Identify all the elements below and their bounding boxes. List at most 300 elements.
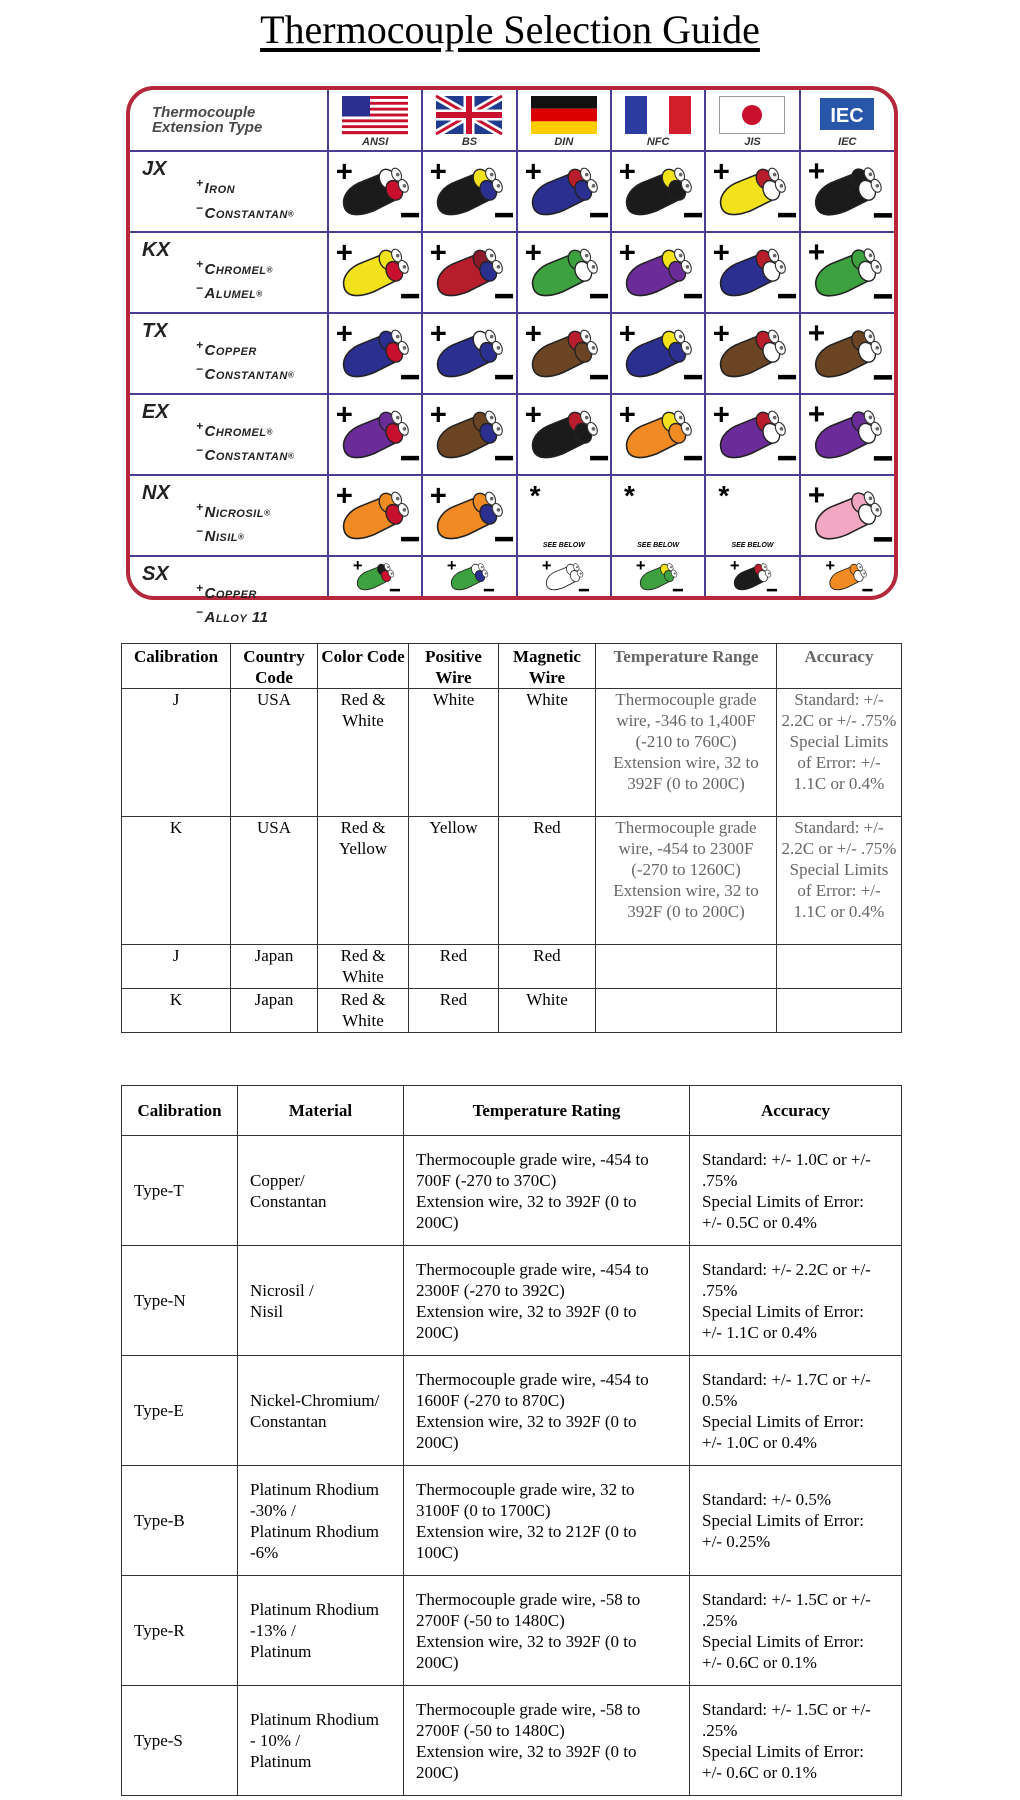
t1-accuracy-cell: [777, 945, 902, 989]
svg-text:+: +: [713, 399, 731, 432]
registered-mark: ®: [287, 451, 295, 461]
asterisk-icon: *: [529, 479, 541, 511]
positive-wire-name: +Copper: [196, 337, 257, 359]
cable-icon: [706, 557, 798, 596]
wire-color-cell: [517, 232, 611, 313]
cell-line: Platinum Rhodium: [250, 1600, 379, 1619]
extension-type-code: NX: [142, 481, 170, 504]
svg-text:+: +: [430, 318, 448, 351]
wire-names: [196, 336, 294, 385]
wire-names: [196, 174, 294, 223]
negative-wire-label: Constantan: [204, 204, 288, 222]
svg-text:+: +: [730, 555, 740, 575]
t2-accuracy-cell: [690, 1356, 902, 1466]
extension-type-cell: [130, 394, 328, 475]
t1-country-cell: Japan: [231, 945, 318, 989]
chart-header-row: [130, 90, 894, 151]
cell-line: +/- 1.0C or 0.4%: [702, 1432, 817, 1452]
wire-color-cell: [705, 232, 799, 313]
cable-icon: [706, 233, 798, 312]
t2-calibration-cell: Type-B: [122, 1466, 238, 1576]
registered-mark: ®: [266, 427, 273, 437]
standard-header-iec: [800, 90, 894, 151]
chart-row-tx: [130, 313, 894, 394]
cell-line: Nicrosil /: [250, 1280, 314, 1300]
cell-line: +/- 0.6C or 0.1%: [702, 1762, 817, 1782]
cell-line: Standard: +/- 2.2C or +/-: [702, 1259, 871, 1279]
t1-country-cell: USA: [231, 689, 318, 817]
svg-text:+: +: [335, 479, 353, 512]
t1-magnetic-cell: Red: [499, 817, 596, 945]
t2-rating-cell: [404, 1356, 690, 1466]
t1-temp-cell: [596, 989, 777, 1033]
wire-color-cell: [705, 556, 799, 596]
svg-text:+: +: [430, 399, 448, 432]
standard-header-din: [517, 90, 611, 151]
t2-material-cell: [238, 1136, 404, 1246]
extension-type-code: SX: [142, 562, 169, 585]
page-title: Thermocouple Selection Guide: [260, 7, 760, 52]
svg-text:+: +: [335, 399, 353, 432]
cell-line: Platinum Rhodium: [250, 1710, 379, 1729]
table-row: [122, 945, 902, 989]
t1-calibration-cell: J: [122, 689, 231, 817]
cable-icon: [329, 395, 421, 474]
wire-color-cell: [328, 556, 422, 596]
cell-line: Thermocouple grade wire, 32 to: [416, 1479, 635, 1499]
cell-line: 200C): [416, 1212, 459, 1232]
cell-line: 0.5%: [702, 1390, 738, 1410]
svg-text:+: +: [524, 318, 542, 351]
cable-icon: [706, 314, 798, 393]
extension-type-cell: [130, 232, 328, 313]
positive-wire-label: Copper: [204, 584, 257, 602]
cable-icon: [801, 557, 894, 596]
positive-wire-name: +Chromel®: [196, 418, 273, 440]
registered-mark: ®: [238, 532, 245, 542]
t2-calibration-cell: Type-T: [122, 1136, 238, 1246]
wire-color-cell: [800, 232, 894, 313]
svg-text:+: +: [524, 399, 542, 432]
chart-row-kx: [130, 232, 894, 313]
extension-type-code: JX: [142, 158, 167, 180]
cell-line: 100C): [416, 1542, 459, 1562]
svg-text:+: +: [430, 156, 448, 189]
svg-text:+: +: [807, 155, 825, 189]
wire-color-cell: [422, 475, 516, 556]
t1-color-cell: Red & White: [318, 989, 409, 1033]
svg-text:+: +: [807, 317, 825, 351]
negative-wire-name: −Alumel®: [196, 281, 263, 303]
see-below-note: SEE BELOW: [542, 541, 585, 549]
registered-mark: ®: [263, 508, 271, 518]
chart-row-ex: [130, 394, 894, 475]
wire-color-cell: [705, 313, 799, 394]
svg-text:+: +: [524, 156, 542, 189]
cable-icon: [801, 152, 894, 231]
negative-wire-label: Nisil: [204, 528, 239, 546]
wire-color-cell: [422, 394, 516, 475]
wire-color-cell: [422, 313, 516, 394]
wire-color-cell: [422, 232, 516, 313]
svg-text:+: +: [713, 156, 731, 189]
t1-positive-cell: Yellow: [409, 817, 499, 945]
t2-calibration-cell: Type-N: [122, 1246, 238, 1356]
svg-text:+: +: [541, 555, 552, 575]
asterisk-icon: *: [623, 479, 635, 511]
wire-color-cell: [705, 394, 799, 475]
cell-line: +/- 0.25%: [702, 1532, 771, 1551]
cell-line: 700F (-270 to 370C): [416, 1170, 557, 1190]
negative-wire-label: Alumel: [204, 285, 257, 303]
wire-color-cell: [611, 151, 705, 232]
cell-line: Special Limits of Error:: [702, 1631, 864, 1651]
cell-line: 2700F (-50 to 1480C): [416, 1720, 565, 1740]
wire-color-cell: [517, 556, 611, 596]
standard-code: BS: [461, 136, 478, 148]
extension-type-code: TX: [142, 319, 168, 342]
t1-positive-cell: Red: [409, 989, 499, 1033]
cable-icon: [423, 233, 515, 312]
wire-color-cell: [800, 556, 894, 596]
cell-line: Standard: +/- 1.0C or +/-: [702, 1149, 871, 1169]
cell-line: Nickel-Chromium/: [250, 1390, 380, 1410]
standard-code: IEC: [838, 136, 857, 148]
cable-icon: [329, 557, 421, 596]
header-label-line1: Thermocouple: [152, 104, 256, 121]
wire-color-cell: [422, 151, 516, 232]
positive-wire-label: Nicrosil: [204, 503, 264, 521]
t1-header-cell: Color Code: [318, 644, 409, 689]
standard-code: DIN: [554, 136, 574, 148]
svg-text:+: +: [825, 555, 835, 575]
table-row: [122, 1246, 902, 1356]
chart-row-sx: [130, 556, 894, 596]
t1-temp-cell: Thermocouple grade wire, -454 to 2300F (-270 to 1260C) Extension wire, 32 to 392F (0 to 200C): [596, 817, 777, 945]
cell-line: Extension wire, 32 to 392F (0 to: [416, 1191, 637, 1211]
wire-color-cell: [517, 475, 611, 556]
svg-text:+: +: [524, 237, 542, 270]
t1-calibration-cell: K: [122, 989, 231, 1033]
extension-type-code: EX: [142, 400, 169, 423]
svg-text:+: +: [335, 156, 353, 189]
cell-line: Constantan: [250, 1411, 327, 1431]
t2-accuracy-cell: [690, 1686, 902, 1796]
positive-wire-name: +Nicrosil®: [196, 499, 271, 521]
standard-code: JIS: [744, 136, 761, 148]
t2-accuracy-cell: [690, 1466, 902, 1576]
registered-mark: ®: [287, 209, 295, 219]
svg-text:+: +: [807, 397, 825, 431]
cell-line: .75%: [702, 1280, 738, 1300]
us-flag-icon: [342, 96, 408, 134]
uk-flag-icon: [436, 96, 502, 134]
t2-rating-cell: [404, 1466, 690, 1576]
cell-line: Extension wire, 32 to 392F (0 to: [416, 1301, 637, 1321]
t2-rating-cell: [404, 1576, 690, 1686]
cell-line: Extension wire, 32 to 392F (0 to: [416, 1741, 637, 1761]
t2-calibration-cell: Type-R: [122, 1576, 238, 1686]
wire-color-cell: [800, 313, 894, 394]
table-row: [122, 1356, 902, 1466]
t2-header-cell: Calibration: [122, 1086, 238, 1136]
wire-color-cell: [800, 475, 894, 556]
t2-material-cell: [238, 1356, 404, 1466]
cable-icon: [518, 314, 610, 393]
svg-text:+: +: [807, 478, 825, 512]
cell-line: .75%: [702, 1170, 738, 1190]
cable-icon: [423, 314, 515, 393]
extension-type-cell: [130, 475, 328, 556]
cell-line: Extension wire, 32 to 392F (0 to: [416, 1411, 637, 1431]
t1-magnetic-cell: White: [499, 989, 596, 1033]
calibration-material-table: [121, 1085, 902, 1796]
cable-icon: [423, 557, 515, 596]
svg-text:+: +: [618, 237, 636, 270]
positive-wire-label: Chromel: [204, 422, 267, 440]
extension-type-label: [130, 105, 327, 135]
cable-icon: [329, 314, 421, 393]
cell-line: .25%: [702, 1720, 738, 1740]
t2-header-cell: Temperature Rating: [404, 1086, 690, 1136]
cell-line: -13% /: [250, 1621, 296, 1640]
positive-wire-name: +Iron: [196, 176, 236, 197]
wire-color-cell: [517, 313, 611, 394]
svg-text:+: +: [430, 479, 448, 512]
cable-icon: [329, 476, 421, 555]
cable-icon: [801, 395, 894, 474]
cell-line: - 10% /: [250, 1731, 301, 1750]
t1-header-cell: Temperature Range: [596, 644, 777, 689]
cable-icon: [612, 152, 704, 231]
cable-icon: [329, 233, 421, 312]
cell-line: +/- 0.5C or 0.4%: [702, 1212, 817, 1232]
extension-type-header: [130, 90, 328, 151]
cell-line: .25%: [702, 1610, 738, 1630]
cell-line: 200C): [416, 1652, 459, 1672]
cell-line: Special Limits of Error:: [702, 1191, 864, 1211]
cell-line: Thermocouple grade wire, -454 to: [416, 1259, 649, 1279]
t2-rating-cell: [404, 1686, 690, 1796]
t1-accuracy-cell: Standard: +/- 2.2C or +/- .75% Special Limits of Error: +/- 1.1C or 0.4%: [777, 689, 902, 817]
wire-color-cell: [611, 394, 705, 475]
svg-text:+: +: [430, 237, 448, 270]
t2-calibration-cell: Type-S: [122, 1686, 238, 1796]
cell-line: Platinum Rhodium: [250, 1521, 379, 1541]
table-row: [122, 817, 902, 945]
header-label-line2: Extension Type: [152, 119, 263, 136]
color-code-chart: [126, 86, 898, 627]
asterisk-icon: *: [718, 479, 730, 511]
wire-names: [196, 417, 294, 466]
svg-text:+: +: [447, 555, 457, 575]
t1-accuracy-cell: [777, 989, 902, 1033]
wire-color-cell: [328, 151, 422, 232]
t1-temp-cell: [596, 945, 777, 989]
negative-wire-name: −Constantan®: [196, 443, 295, 465]
negative-wire-name: −Alloy 11: [196, 605, 269, 627]
japan-flag-icon: [719, 96, 785, 134]
wire-names: [196, 579, 268, 628]
table-row: [122, 1136, 902, 1246]
cell-line: -6%: [250, 1542, 279, 1562]
cable-icon: [518, 152, 610, 231]
svg-text:+: +: [713, 237, 731, 270]
cell-line: Special Limits of Error:: [702, 1511, 864, 1530]
wire-color-cell: [328, 313, 422, 394]
t1-country-cell: USA: [231, 817, 318, 945]
cell-line: Standard: +/- 0.5%: [702, 1490, 832, 1509]
wire-color-cell: [517, 151, 611, 232]
cell-line: Platinum Rhodium: [250, 1479, 379, 1499]
t1-temp-cell: Thermocouple grade wire, -346 to 1,400F (-210 to 760C) Extension wire, 32 to 392F (0 to 200C): [596, 689, 777, 817]
svg-text:+: +: [713, 318, 731, 351]
t1-header-cell: Country Code: [231, 644, 318, 689]
cell-line: Platinum: [250, 1752, 312, 1771]
germany-flag-icon: [531, 96, 597, 134]
t1-positive-cell: White: [409, 689, 499, 817]
t1-color-cell: Red & White: [318, 689, 409, 817]
svg-text:+: +: [635, 555, 646, 575]
extension-type-cell: [130, 313, 328, 394]
wire-color-cell: [611, 313, 705, 394]
cable-icon: [801, 314, 894, 393]
positive-wire-label: Chromel: [204, 260, 267, 278]
standard-header-jis: [705, 90, 799, 151]
cell-line: Thermocouple grade wire, -58 to: [416, 1589, 641, 1609]
cable-icon: [423, 152, 515, 231]
wire-color-cell: [422, 556, 516, 596]
extension-type-code: KX: [142, 238, 170, 261]
cell-line: 200C): [416, 1322, 459, 1342]
t2-accuracy-cell: [690, 1246, 902, 1356]
positive-wire-name: +Chromel®: [196, 256, 273, 278]
t2-rating-cell: [404, 1136, 690, 1246]
extension-type-cell: [130, 151, 328, 232]
t1-color-cell: Red & Yellow: [318, 817, 409, 945]
t2-material-cell: [238, 1246, 404, 1356]
cable-icon: [612, 314, 704, 393]
negative-wire-label: Constantan: [204, 366, 288, 384]
registered-mark: ®: [266, 265, 273, 275]
negative-wire-label: Constantan: [204, 447, 288, 465]
see-below-note: SEE BELOW: [731, 541, 774, 549]
cell-line: Thermocouple grade wire, -58 to: [416, 1699, 641, 1719]
cell-line: +/- 0.6C or 0.1%: [702, 1652, 817, 1672]
table-row: [122, 989, 902, 1033]
chart-row-jx: [130, 151, 894, 232]
negative-wire-name: −Constantan®: [196, 362, 295, 384]
t2-material-cell: [238, 1686, 404, 1796]
iec-logo-icon: [814, 96, 880, 134]
t1-color-cell: Red & White: [318, 945, 409, 989]
cell-line: 200C): [416, 1432, 459, 1452]
t1-calibration-cell: J: [122, 945, 231, 989]
cell-line: Special Limits of Error:: [702, 1741, 864, 1761]
svg-text:+: +: [618, 318, 636, 351]
cable-icon: [518, 395, 610, 474]
wire-names: [196, 498, 270, 547]
cable-icon: [801, 233, 894, 312]
cell-line: Standard: +/- 1.7C or +/-: [702, 1369, 871, 1389]
svg-text:+: +: [335, 318, 353, 351]
wire-color-cell: [705, 151, 799, 232]
t2-header-cell: Accuracy: [690, 1086, 902, 1136]
cell-line: Nisil: [250, 1301, 284, 1321]
registered-mark: ®: [256, 289, 263, 299]
svg-text:+: +: [618, 399, 636, 432]
cell-line: Constantan: [250, 1191, 327, 1211]
cell-line: Copper/: [250, 1170, 305, 1190]
t1-header-cell: Accuracy: [777, 644, 902, 689]
standard-header-bs: [422, 90, 516, 151]
wire-names: [196, 255, 273, 304]
cell-line: +/- 1.1C or 0.4%: [702, 1322, 817, 1342]
extension-type-cell: [130, 556, 328, 627]
cell-line: Special Limits of Error:: [702, 1301, 864, 1321]
cell-line: Extension wire, 32 to 392F (0 to: [416, 1631, 637, 1651]
wire-color-cell: [800, 151, 894, 232]
standard-code: NFC: [646, 136, 670, 148]
wire-color-cell: [517, 394, 611, 475]
t2-calibration-cell: Type-E: [122, 1356, 238, 1466]
wire-color-cell: [328, 232, 422, 313]
cell-line: 1600F (-270 to 870C): [416, 1390, 565, 1410]
cell-line: 200C): [416, 1762, 459, 1782]
cable-icon: [423, 476, 515, 555]
svg-text:+: +: [352, 555, 363, 575]
cable-icon: [801, 476, 894, 555]
wire-color-cell: [705, 475, 799, 556]
cable-icon: [612, 395, 704, 474]
t2-material-cell: [238, 1576, 404, 1686]
svg-text:IEC: IEC: [830, 105, 864, 127]
table-row: [122, 689, 902, 817]
cell-line: 2700F (-50 to 1480C): [416, 1610, 565, 1630]
france-flag-icon: [625, 96, 691, 134]
table-row: [122, 1686, 902, 1796]
cell-line: Thermocouple grade wire, -454 to: [416, 1369, 649, 1389]
t1-country-cell: Japan: [231, 989, 318, 1033]
wire-color-cell: [328, 394, 422, 475]
see-below-note: SEE BELOW: [637, 541, 680, 549]
negative-wire-name: −Nisil®: [196, 524, 245, 546]
cell-line: Standard: +/- 1.5C or +/-: [702, 1589, 871, 1609]
cell-line: 3100F (0 to 1700C): [416, 1500, 551, 1520]
t2-material-cell: [238, 1466, 404, 1576]
table-row: [122, 1576, 902, 1686]
cable-icon: [612, 233, 704, 312]
wire-color-cell: [328, 475, 422, 556]
standard-code: ANSI: [362, 136, 389, 148]
calibration-color-table: [121, 643, 902, 1033]
positive-wire-label: Iron: [204, 180, 236, 197]
positive-wire-name: +Copper: [196, 580, 257, 602]
t1-header-cell: Magnetic Wire: [499, 644, 596, 689]
wire-color-cell: [611, 232, 705, 313]
cable-icon: [518, 557, 610, 596]
cell-line: Platinum: [250, 1642, 312, 1661]
cable-icon: [423, 395, 515, 474]
cable-icon: [706, 395, 798, 474]
cable-icon: [612, 557, 704, 596]
wire-color-cell: [611, 556, 705, 596]
svg-text:+: +: [807, 236, 825, 270]
t1-header-cell: Calibration: [122, 644, 231, 689]
positive-wire-label: Copper: [204, 341, 257, 359]
cell-line: Standard: +/- 1.5C or +/-: [702, 1699, 871, 1719]
table-row: [122, 1466, 902, 1576]
